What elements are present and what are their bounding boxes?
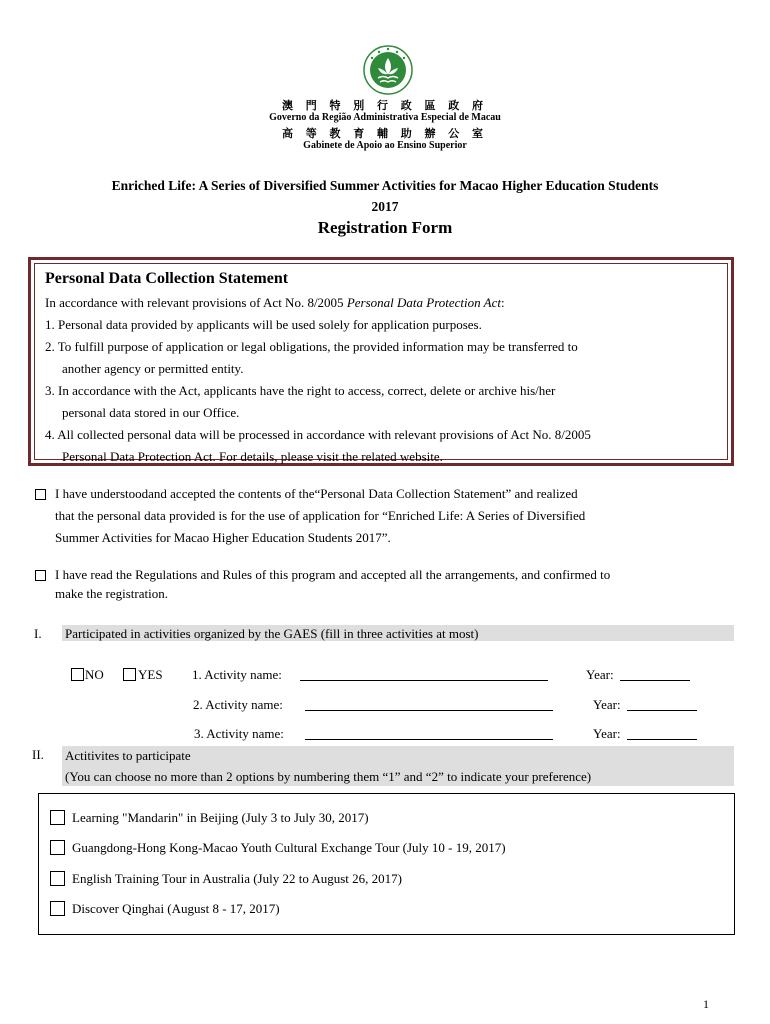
- pdcs-line: Personal Data Protection Act. For details, please visit the related website.: [62, 449, 443, 464]
- section-2-heading: Actitivites to participate: [65, 748, 191, 763]
- activity-3-name-field[interactable]: [305, 727, 553, 740]
- pdcs-heading: Personal Data Collection Statement: [45, 270, 289, 287]
- option-youth-tour-label: Guangdong-Hong Kong-Macao Youth Cultural Exchange Tour (July 10 - 19, 2017): [72, 840, 506, 855]
- activity-2-name-field[interactable]: [305, 698, 553, 711]
- option-qinghai-checkbox[interactable]: [50, 901, 65, 916]
- activity-3-label: 3. Activity name:: [194, 726, 284, 741]
- pdcs-line: 4. All collected personal data will be processed in accordance with relevant provisions of Act No. 8/2005: [45, 427, 591, 442]
- activity-1-label: 1. Activity name:: [192, 667, 282, 682]
- activity-3-year-label: Year:: [593, 726, 621, 741]
- consent-pdcs-text: I have understoodand accepted the contents of the“Personal Data Collection Statement” and realized: [55, 486, 578, 501]
- form-title: Registration Form: [317, 218, 453, 237]
- option-mandarin-checkbox[interactable]: [50, 810, 65, 825]
- office-name-cn: 高 等 教 育 輔 助 辦 公 室: [282, 128, 488, 140]
- option-australia-checkbox[interactable]: [50, 871, 65, 886]
- consent-rules-text: I have read the Regulations and Rules of this program and accepted all the arrangements, and confirmed to: [55, 567, 611, 582]
- consent-rules-text: make the registration.: [55, 586, 168, 601]
- pdcs-line: personal data stored in our Office.: [62, 405, 240, 420]
- participated-no-checkbox[interactable]: [71, 668, 84, 681]
- option-australia-label: English Training Tour in Australia (July 22 to August 26, 2017): [72, 871, 403, 886]
- option-youth-tour-checkbox[interactable]: [50, 840, 65, 855]
- section-2-note: (You can choose no more than 2 options by numbering them “1” and “2” to indicate your preference): [65, 769, 592, 784]
- pdcs-line: 1. Personal data provided by applicants will be used solely for application purposes.: [45, 317, 482, 332]
- participated-yes-label: YES: [138, 667, 163, 682]
- program-title: Enriched Life: A Series of Diversified Summer Activities for Macao Higher Education Students: [111, 178, 659, 193]
- section-2-numeral: II.: [32, 747, 44, 762]
- pdcs-line: another agency or permitted entity.: [62, 361, 244, 376]
- option-qinghai-label: Discover Qinghai (August 8 - 17, 2017): [72, 901, 280, 916]
- office-name-pt: Gabinete de Apoio ao Ensino Superior: [303, 140, 467, 151]
- activity-2-year-field[interactable]: [627, 698, 697, 711]
- page-number: 1: [703, 997, 709, 1011]
- gov-name-cn: 澳 門 特 別 行 政 區 政 府: [282, 100, 488, 112]
- section-1-numeral: I.: [34, 626, 42, 641]
- program-year: 2017: [371, 199, 399, 214]
- activity-1-year-label: Year:: [586, 667, 614, 682]
- consent-rules-checkbox[interactable]: [35, 570, 46, 581]
- macao-emblem-icon: [361, 44, 415, 96]
- participated-yes-checkbox[interactable]: [123, 668, 136, 681]
- consent-pdcs-text: that the personal data provided is for the use of application for “Enriched Life: A Series of Diversified: [55, 508, 586, 523]
- activity-1-year-field[interactable]: [620, 668, 690, 681]
- consent-pdcs-checkbox[interactable]: [35, 489, 46, 500]
- consent-pdcs-text: Summer Activities for Macao Higher Education Students 2017”.: [55, 530, 391, 545]
- section-1-heading: Participated in activities organized by the GAES (fill in three activities at most): [65, 626, 479, 641]
- activity-1-name-field[interactable]: [300, 668, 548, 681]
- activity-2-year-label: Year:: [593, 697, 621, 712]
- activity-2-label: 2. Activity name:: [193, 697, 283, 712]
- pdcs-line: 2. To fulfill purpose of application or legal obligations, the provided information may be transferred to: [45, 339, 578, 354]
- option-mandarin-label: Learning "Mandarin" in Beijing (July 3 to July 30, 2017): [72, 810, 369, 825]
- pdcs-intro: In accordance with relevant provisions of Act No. 8/2005 Personal Data Protection Act:: [45, 295, 505, 310]
- activity-3-year-field[interactable]: [627, 727, 697, 740]
- participated-no-label: NO: [85, 667, 104, 682]
- gov-name-pt: Governo da Região Administrativa Especial de Macau: [269, 112, 501, 123]
- pdcs-line: 3. In accordance with the Act, applicants have the right to access, correct, delete or archive his/her: [45, 383, 556, 398]
